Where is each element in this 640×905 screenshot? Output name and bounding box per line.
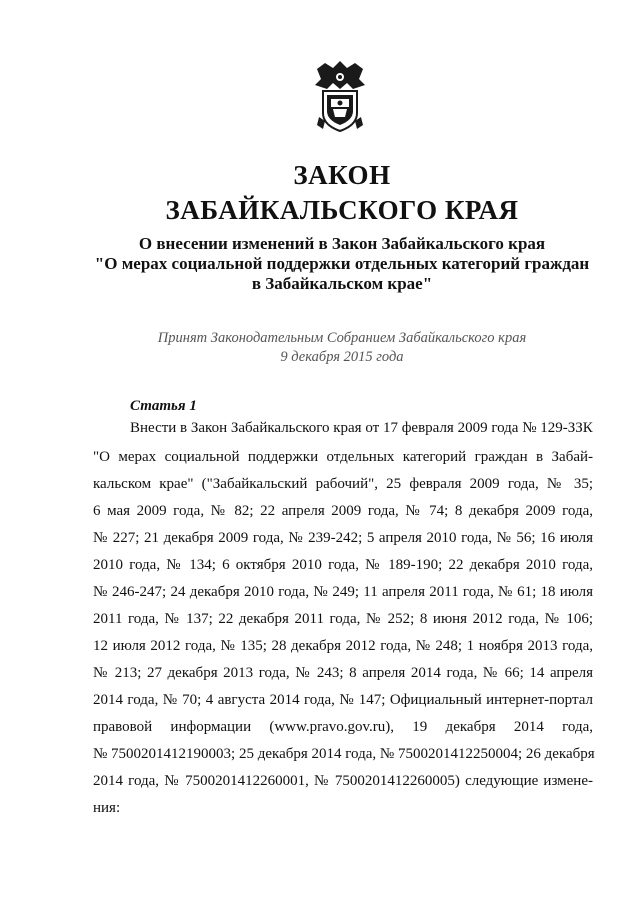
- adoption-note-date: 9 декабря 2015 года: [280, 349, 404, 365]
- article-text-line: 2010 года, № 134; 6 октября 2010 года, № 189-190; 22 декабря 2010 года,: [93, 557, 593, 573]
- article-text-line: Внести в Закон Забайкальского края от 17 февраля 2009 года № 129-ЗЗК: [130, 420, 593, 436]
- article-text-line: кальском крае" ("Забайкальский рабочий", 25 февраля 2009 года, № 35;: [93, 476, 593, 492]
- article-text-line: № 246-247; 24 декабря 2010 года, № 249; 11 апреля 2011 года, № 61; 18 июля: [93, 584, 593, 600]
- coat-of-arms-emblem: [309, 55, 371, 135]
- document-subtitle-line: О внесении изменений в Закон Забайкальского края: [138, 234, 546, 253]
- article-heading: Статья 1: [130, 398, 197, 414]
- document-title: ЗАКОН: [293, 160, 391, 190]
- article-text-line: 2014 года, № 7500201412260001, № 7500201412260005) следующие измене-: [93, 773, 593, 789]
- article-text-line: 6 мая 2009 года, № 82; 22 апреля 2009 года, № 74; 8 декабря 2009 года,: [93, 503, 593, 519]
- adoption-note-line: Принят Законодательным Собранием Забайкальского края: [157, 330, 527, 346]
- article-text-line: "О мерах социальной поддержки отдельных категорий граждан в Забай-: [93, 449, 593, 465]
- document-title-region: ЗАБАЙКАЛЬСКОГО КРАЯ: [165, 195, 519, 225]
- article-text-line: ния:: [93, 800, 121, 816]
- article-text-line: 2014 года, № 70; 4 августа 2014 года, № 147; Официальный интернет-портал: [93, 692, 593, 708]
- article-text-line: № 7500201412190003; 25 декабря 2014 года, № 7500201412250004; 26 декабря: [93, 746, 595, 762]
- article-text-line: № 213; 27 декабря 2013 года, № 243; 8 апреля 2014 года, № 66; 14 апреля: [93, 665, 593, 681]
- article-text-line: 2011 года, № 137; 22 декабря 2011 года, № 252; 8 июня 2012 года, № 106;: [93, 611, 593, 627]
- document-subtitle-line: "О мерах социальной поддержки отдельных категорий граждан: [94, 254, 590, 273]
- article-text-line: правовой информации (www.pravo.gov.ru), 19 декабря 2014 года,: [93, 719, 593, 735]
- article-text-line: № 227; 21 декабря 2009 года, № 239-242; 5 апреля 2010 года, № 56; 16 июля: [93, 530, 593, 546]
- document-subtitle-line: в Забайкальском крае": [251, 274, 433, 293]
- article-text-line: 12 июля 2012 года, № 135; 28 декабря 2012 года, № 248; 1 ноября 2013 года,: [93, 638, 593, 654]
